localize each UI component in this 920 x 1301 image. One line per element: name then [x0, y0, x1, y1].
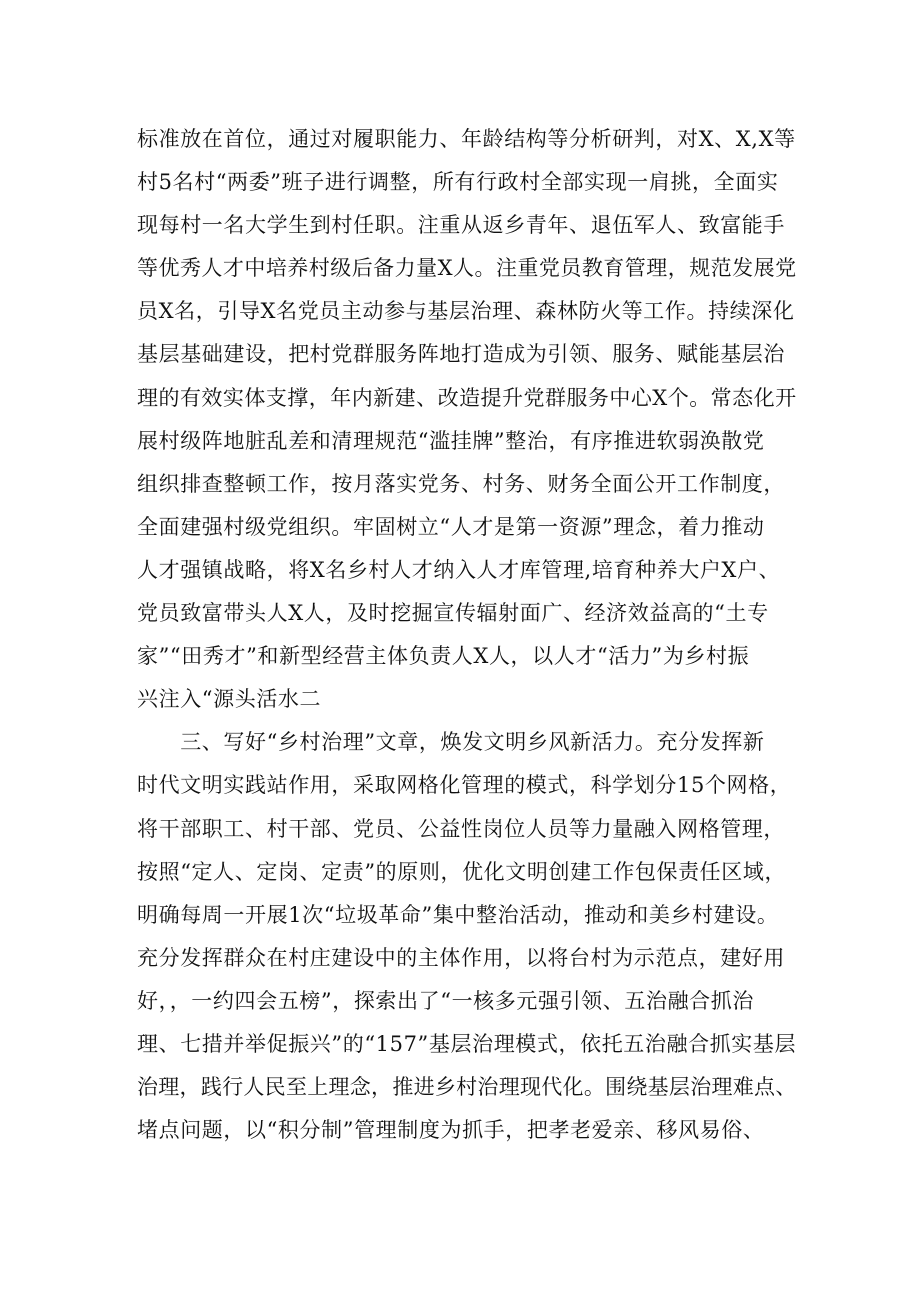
text-line: 基层基础建设，把村党群服务阵地打造成为引领、服务、赋能基层治: [137, 342, 785, 367]
text-line: 现每村一名大学生到村任职。注重从返乡青年、退伍军人、致富能手: [137, 213, 785, 238]
text-line: 治理，践行人民至上理念，推进乡村治理现代化。围绕基层治理难点、: [137, 1075, 797, 1100]
text-line: 家”“田秀才”和新型经营主体负责人X人，以人才“活力”为乡村振: [137, 644, 750, 669]
paragraph-heading-line: 三、写好“乡村治理”文章，焕发文明乡风新活力。充分发挥新: [137, 730, 765, 755]
text-line: 兴注入“源头活水二: [137, 687, 322, 712]
text-line: 党员致富带头人X人，及时挖掘宣传辐射面广、经济效益高的“土专: [137, 601, 769, 626]
text-line: 理的有效实体支撑，年内新建、改造提升党群服务中心X个。常态化开: [137, 385, 797, 410]
text-line: 好，，一约四会五榜”，探索出了“一核多元强引领、五治融合抓治: [137, 988, 754, 1013]
document-body: [137, 118, 797, 1152]
text-line: 时代文明实践站作用，采取网格化管理的模式，科学划分15个网格，: [137, 773, 792, 798]
text-line: 展村级阵地脏乱差和清理规范“滥挂牌”整治，有序推进软弱涣散党: [137, 428, 765, 453]
text-line: 人才强镇战略，将X名乡村人才纳入人才库管理,培育种养大户X户、: [137, 557, 781, 582]
text-line: 按照“定人、定岗、定责”的原则，优化文明创建工作包保责任区域，: [137, 859, 787, 884]
text-line: 标准放在首位，通过对履职能力、年龄结构等分析研判，对X、X,X等: [137, 127, 796, 151]
text-line: 将干部职工、村干部、党员、公益性岗位人员等力量融入网格管理，: [137, 816, 785, 841]
text-line: 村5名村“两委”班子进行调整，所有行政村全部实现一肩挑，全面实: [137, 170, 779, 195]
text-line: 组织排查整顿工作，按月落实党务、村务、财务全面公开工作制度，: [137, 471, 785, 496]
text-line: 堵点问题，以“积分制”管理制度为抓手，把孝老爱亲、移风易俗、: [137, 1118, 765, 1143]
text-line: 全面建强村级党组织。牢固树立“人才是第一资源”理念，着力推动: [137, 514, 765, 539]
text-line: 明确每周一开展1次“垃圾革命”集中整治活动，推动和美乡村建设。: [137, 902, 779, 927]
text-line: 员X名，引导X名党员主动参与基层治理、森林防火等工作。持续深化: [137, 299, 795, 324]
text-line: 充分发挥群众在村庄建设中的主体作用，以将台村为示范点，建好用: [137, 945, 785, 970]
text-line: 理、七措并举促振兴”的“157”基层治理模式，依托五治融合抓实基层: [137, 1031, 797, 1056]
text-line: 等优秀人才中培养村级后备力量X人。注重党员教育管理，规范发展党: [137, 256, 797, 281]
